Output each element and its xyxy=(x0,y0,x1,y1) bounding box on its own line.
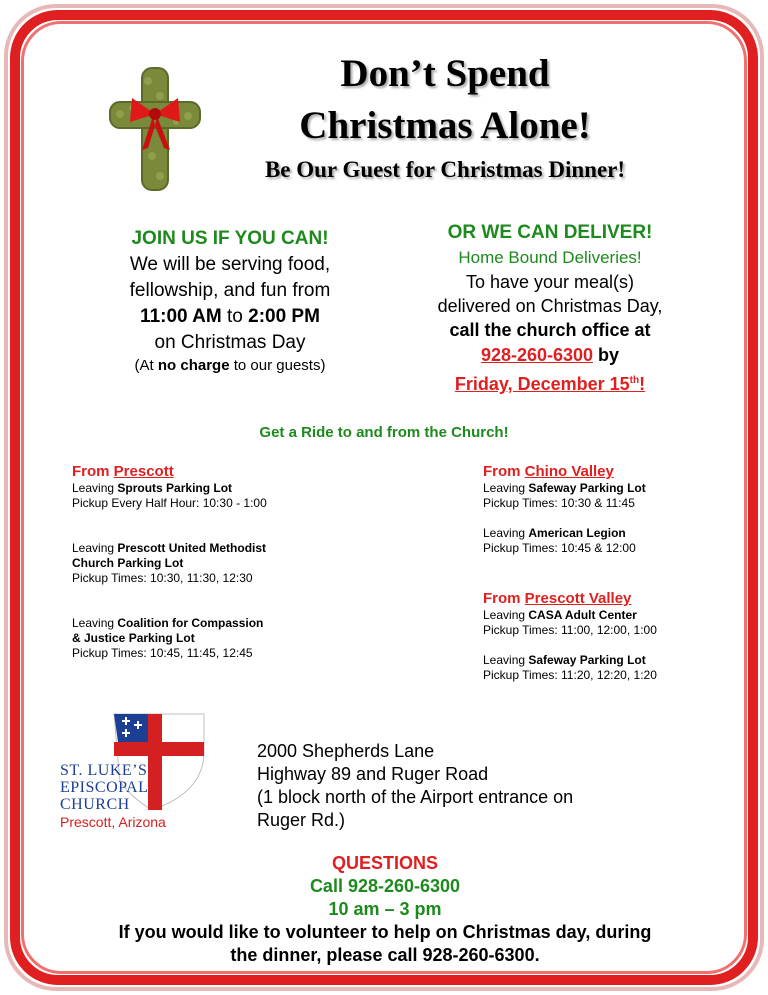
questions-heading: QUESTIONS xyxy=(331,853,438,873)
pv-heading xyxy=(483,590,723,608)
time-to: to xyxy=(221,306,249,327)
deliver-phone[interactable]: 928-260-6300 xyxy=(480,345,594,365)
address-line-3: (1 block north of the Airport entrance on xyxy=(257,787,574,807)
subtitle: Be Our Guest for Christmas Dinner! xyxy=(264,157,626,182)
pv-stop-1-times: Pickup Times: 11:00, 12:00, 1:00 xyxy=(483,623,657,637)
logo-location: Prescott, Arizona xyxy=(60,814,166,830)
volunteer-line-2: the dinner, please call 928-260-6300. xyxy=(230,945,540,965)
pv-section xyxy=(483,590,723,683)
deliver-sub: Home Bound Deliveries! xyxy=(458,248,642,267)
deliver-line-1: To have your meal(s) xyxy=(465,272,635,292)
leaving-label: Leaving xyxy=(72,541,118,555)
questions-call[interactable]: Call 928-260-6300 xyxy=(309,876,461,896)
wreath-cross-icon xyxy=(108,66,202,192)
leaving-label: Leaving xyxy=(483,481,529,495)
leaving-label: Leaving xyxy=(483,653,529,667)
deliver-by: by xyxy=(593,345,620,365)
address-line-2: Highway 89 and Ruger Road xyxy=(257,764,489,784)
stop-name: & Justice Parking Lot xyxy=(72,631,195,645)
join-note xyxy=(80,356,380,376)
address-line-4: Ruger Rd.) xyxy=(257,810,346,830)
stop-name: CASA Adult Center xyxy=(528,608,637,622)
note-bold: no charge xyxy=(157,357,230,374)
logo-line-1: ST. LUKE’S xyxy=(60,762,148,779)
logo-text xyxy=(60,762,200,813)
title-line-1: Don’t Spend xyxy=(340,52,550,95)
chino-stop-1 xyxy=(483,481,723,496)
leaving-label: Leaving xyxy=(483,526,529,540)
leaving-label: Leaving xyxy=(483,608,529,622)
deliver-deadline xyxy=(400,368,700,397)
stop-name: American Legion xyxy=(528,526,626,540)
stop-name: Prescott United Methodist xyxy=(117,541,267,555)
prescott-from: From xyxy=(72,463,114,480)
stop-name: Sprouts Parking Lot xyxy=(117,481,233,495)
ride-heading: Get a Ride to and from the Church! xyxy=(259,424,509,441)
prescott-stop-3-times: Pickup Times: 10:45, 11:45, 12:45 xyxy=(72,646,253,660)
join-time xyxy=(80,304,380,330)
pv-place: Prescott Valley xyxy=(524,590,632,607)
note-prefix: (At xyxy=(134,357,158,374)
address-line-1: 2000 Shepherds Lane xyxy=(257,741,435,761)
prescott-stop-2 xyxy=(72,541,372,556)
prescott-heading xyxy=(72,463,372,481)
pv-stop-2-times: Pickup Times: 11:20, 12:20, 1:20 xyxy=(483,668,657,682)
logo-line-3: CHURCH xyxy=(60,796,130,813)
note-suffix: to our guests) xyxy=(229,357,326,374)
join-line-1: We will be serving food, xyxy=(129,254,331,275)
prescott-stop-1-times: Pickup Every Half Hour: 10:30 - 1:00 xyxy=(72,496,267,510)
chino-heading xyxy=(483,463,723,481)
join-heading: JOIN US IF YOU CAN! xyxy=(131,228,329,249)
chino-stop-1-times: Pickup Times: 10:30 & 11:45 xyxy=(483,496,635,510)
deliver-section xyxy=(400,220,700,397)
pv-stop-2 xyxy=(483,653,723,668)
pv-from: From xyxy=(483,590,525,607)
questions-section xyxy=(40,852,730,967)
address xyxy=(257,740,657,832)
prescott-stop-2-name-b xyxy=(72,556,372,571)
prescott-stop-1 xyxy=(72,481,372,496)
deliver-line-2: delivered on Christmas Day, xyxy=(437,296,663,316)
stop-name: Coalition for Compassion xyxy=(117,616,264,630)
logo-line-2: EPISCOPAL xyxy=(60,779,149,796)
title-line-2: Christmas Alone! xyxy=(299,104,591,147)
prescott-section xyxy=(72,463,372,661)
prescott-stop-3 xyxy=(72,616,372,631)
chino-stop-2-times: Pickup Times: 10:45 & 12:00 xyxy=(483,541,636,555)
chino-place: Chino Valley xyxy=(524,463,614,480)
volunteer-line-1: If you would like to volunteer to help on Christmas day, during xyxy=(118,922,652,942)
join-section xyxy=(80,226,380,376)
join-line-4: on Christmas Day xyxy=(154,332,306,353)
prescott-stop-3-name-b xyxy=(72,631,372,646)
stop-name: Safeway Parking Lot xyxy=(528,481,646,495)
join-line-2: fellowship, and fun from xyxy=(129,280,331,301)
deliver-heading: OR WE CAN DELIVER! xyxy=(447,222,653,243)
leaving-label: Leaving xyxy=(72,481,118,495)
chino-from: From xyxy=(483,463,525,480)
chino-stop-2 xyxy=(483,526,723,541)
leaving-label: Leaving xyxy=(72,616,118,630)
deliver-phone-line xyxy=(400,342,700,368)
prescott-stop-2-times: Pickup Times: 10:30, 11:30, 12:30 xyxy=(72,571,253,585)
stop-name: Church Parking Lot xyxy=(72,556,184,570)
deadline-sup: th xyxy=(629,375,640,386)
time-start: 11:00 AM xyxy=(140,306,222,327)
deadline-end: ! xyxy=(639,374,646,394)
chino-section xyxy=(483,463,723,556)
time-end: 2:00 PM xyxy=(248,306,320,327)
deadline-text: Friday, December 15 xyxy=(454,374,630,394)
deliver-line-3: call the church office at xyxy=(449,320,651,340)
questions-hours: 10 am – 3 pm xyxy=(328,899,442,919)
stop-name: Safeway Parking Lot xyxy=(528,653,646,667)
pv-stop-1 xyxy=(483,608,723,623)
prescott-place: Prescott xyxy=(113,463,174,480)
